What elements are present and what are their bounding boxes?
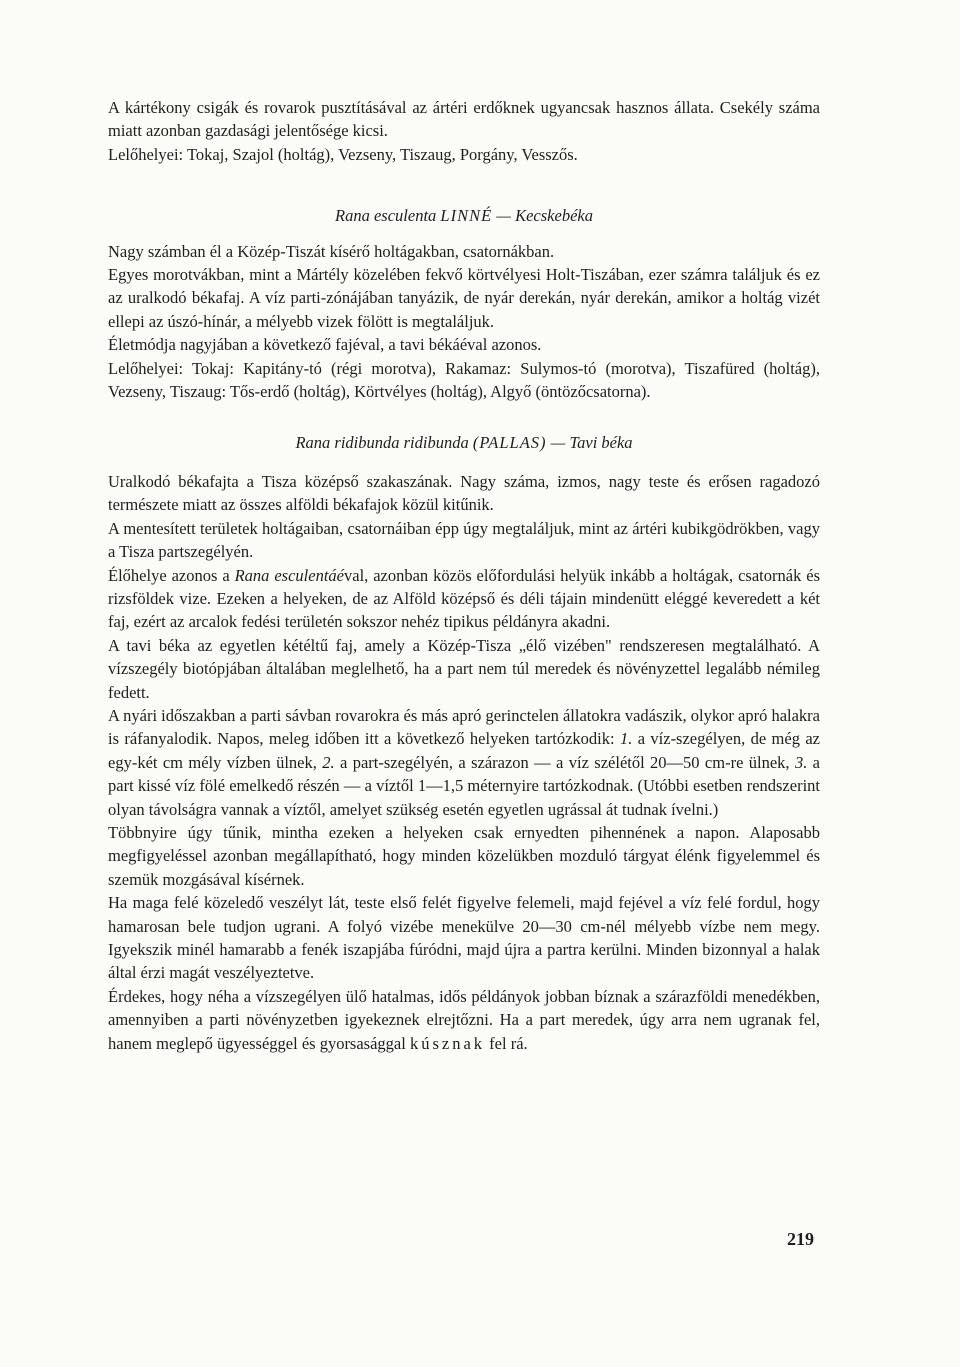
- section2-paragraph: [108, 704, 820, 821]
- section2-paragraph: A mentesített területek holtágaiban, csatornáiban épp úgy megtaláljuk, mint az ártéri kubikgödrökben, vagy a Tisza partszegélyén.: [108, 518, 820, 562]
- heading-dash: —: [546, 433, 570, 453]
- text-run: Érdekes, hogy néha a vízszegélyen ülő hatalmas, idős példányok jobban bíznak a szárazföldi menedékben, amennyiben a parti növényzetben igyekeznek elrejtőzni. Ha a part meredek, úgy arra nem ugranak fel, hanem meglepő ügyességgel és gyorsasággal: [108, 986, 820, 1053]
- text-run: val, azonban közös előfordulási helyük inkább a holtágak, csatornák és rizsföldek vize. Ezeken a helyeken, de az Alföld középső és déli tájain mindenütt eléggé keveredett a két faj, ezért az arcalok fedési területén sokszor nehéz tipikus példányra akadni.: [108, 565, 820, 632]
- list-number: 2.: [322, 752, 335, 772]
- page-number: 219: [787, 1229, 814, 1249]
- section2-paragraph: A tavi béka az egyetlen kétéltű faj, amely a Közép-Tisza „élő vizében" rendszeresen megtalálható. A vízszegély biotópjában általában meglelhető, ha a part nem túl meredek és növényzettel legalább némileg fedett.: [108, 635, 820, 702]
- section2-paragraph: Uralkodó békafajta a Tisza középső szakaszának. Nagy száma, izmos, nagy teste és erősen ragadozó természete miatt az összes alföldi békafajok közül kitűnik.: [108, 471, 820, 515]
- intro-paragraph-1: A kártékony csigák és rovarok pusztításával az ártéri erdőknek ugyancsak hasznos állata. Csekély száma miatt azonban gazdasági jelentősége kicsi.: [108, 98, 820, 141]
- text-run: a part kissé víz fölé emelkedő részén — a víztől 1—1,5 méternyire tartózkodnak. (Utóbbi esetben rendszerint olyan távolságra vannak a víztől, amelyet szükség esetén egyetlen ugrással át tudnak ívelni.): [108, 752, 821, 819]
- author-name: (PALLAS): [472, 433, 547, 453]
- section1-paragraph: Életmódja nagyjában a következő fajéval, a tavi békáéval azonos.: [108, 335, 542, 355]
- common-name: Kecskebéka: [515, 206, 593, 226]
- text-run: a part-szegélyén, a szárazon — a víz szélétől 20—50 cm-re ülnek,: [334, 752, 795, 772]
- list-number: 3.: [794, 752, 808, 772]
- species-name: Rana esculenta: [335, 206, 437, 226]
- section-heading-rana-esculenta: [108, 204, 820, 227]
- section1-paragraph: Nagy számban él a Közép-Tiszát kísérő holtágakban, csatornákban.: [108, 241, 555, 261]
- text-run: a víz-szegélyen, de még az egy-két cm mély vízben ülnek,: [108, 729, 820, 772]
- section-heading-rana-ridibunda: [108, 431, 820, 454]
- section2-paragraph: Ha maga felé közeledő veszélyt lát, teste első felét figyelve felemeli, majd fejével a víz felé fordul, hogy hamarosan bele tudjon ugrani. A folyó vizébe menekülve 20—30 cm-nél mélyebb vízbe nem megy. Igyekszik minél hamarabb a fenék iszapjába fúródni, majd újra a partra kerülni. Minden bizonnyal a halak által érzi magát veszélyeztetve.: [108, 893, 820, 983]
- section1-paragraph: Lelőhelyei: Tokaj: Kapitány-tó (régi morotva), Rakamaz: Sulymos-tó (morotva), Tiszafüred (holtág), Vezseny, Tiszaug: Tős-erdő (holtág), Körtvélyes (holtág), Algyő (öntözőcsatorna).: [108, 358, 820, 402]
- spaced-emphasis: kúsznak: [409, 1033, 486, 1053]
- italic-term: Rana esculentáé: [234, 565, 344, 585]
- intro-paragraph-2: Lelőhelyei: Tokaj, Szajol (holtág), Vezseny, Tiszaug, Porgány, Vesszős.: [108, 144, 578, 164]
- text-run: A nyári időszakban a parti sávban rovarokra és más apró gerinctelen állatokra vadászik, olykor apró halakra is ráfanyalodik. Napos, meleg időben itt a következő helyeken tartózkodik:: [108, 705, 820, 749]
- section2-paragraph: [108, 985, 820, 1055]
- author-name: LINNÉ: [440, 206, 493, 226]
- species-name: Rana ridibunda ridibunda: [295, 433, 469, 453]
- list-number: 1.: [619, 729, 633, 749]
- common-name: Tavi béka: [569, 433, 633, 453]
- text-run: fel rá.: [485, 1033, 528, 1053]
- section1-paragraph: Egyes morotvákban, mint a Mártély közelében fekvő körtvélyesi Holt-Tiszában, ezer számra találjuk és ez az uralkodó békafaj. A víz parti-zónájában tanyázik, de nyár derekán, nyár derekán, amikor a holtág vizét ellepi az úszó-hínár, a mélyebb vizek fölött is megtaláljuk.: [108, 265, 820, 331]
- section2-paragraph: [108, 564, 820, 634]
- document-body: [108, 96, 820, 1055]
- section2-paragraph: Többnyire úgy tűnik, mintha ezeken a helyeken csak ernyedten pihennének a napon. Alaposabb megfigyeléssel azonban megállapítható, hogy minden közelükben mozduló tárgyat élénk figyelemmel és szemük mozgásával kísérnek.: [108, 822, 820, 889]
- heading-dash: —: [492, 206, 516, 226]
- text-run: Élőhelye azonos a: [108, 565, 235, 585]
